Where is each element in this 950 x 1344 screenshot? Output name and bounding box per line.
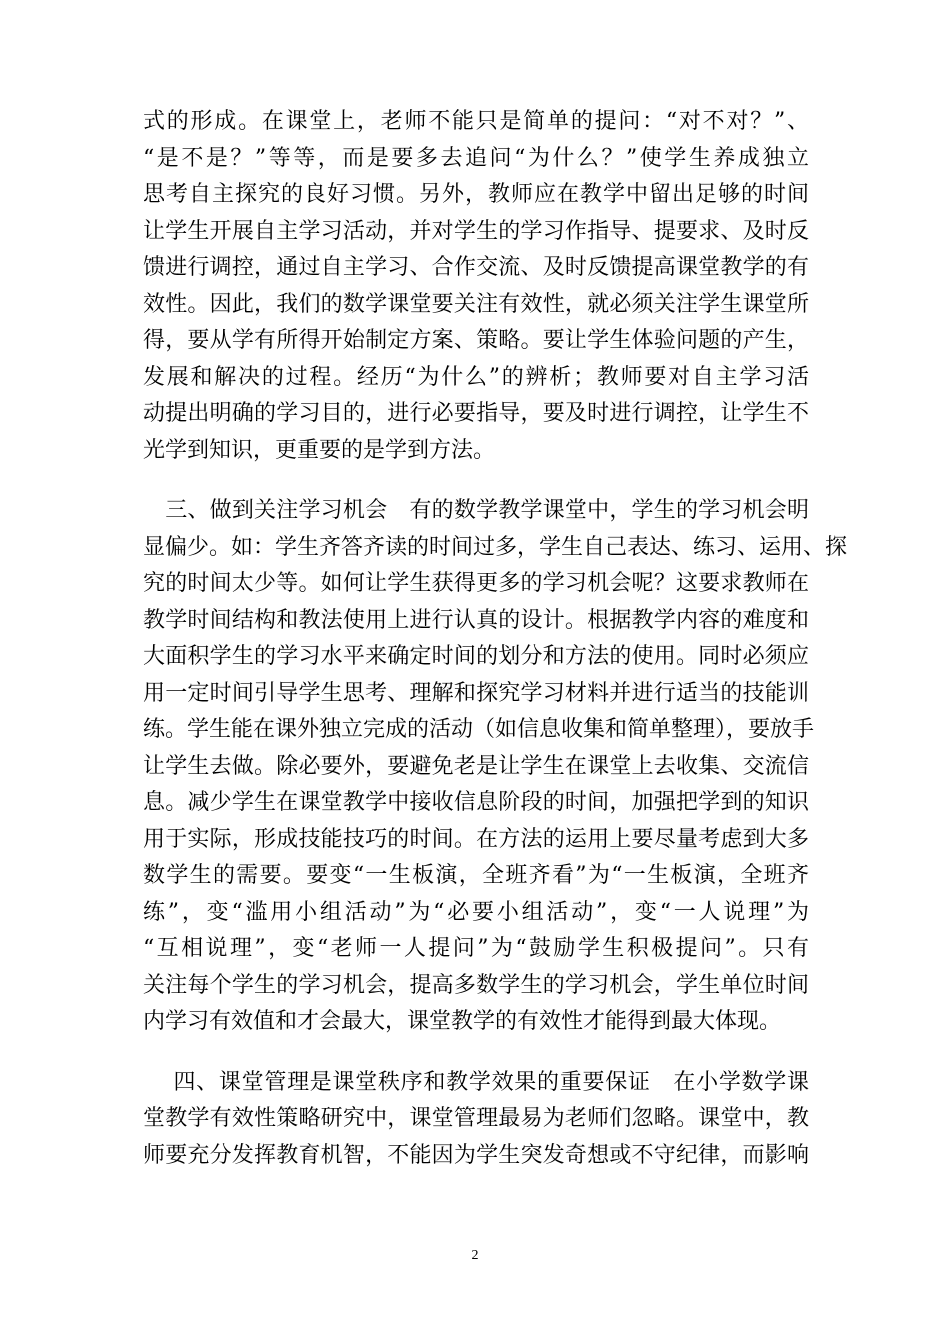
text-line: 馈进行调控，通过自主学习、合作交流、及时反馈提高课堂教学的有 xyxy=(143,255,809,280)
text-line: 发展和解决的过程。经历“为什么”的辨析；教师要对自主学习活 xyxy=(143,364,809,390)
text-line: 思考自主探究的良好习惯。另外，教师应在教学中留出足够的时间 xyxy=(143,182,809,207)
text-line: 让学生开展自主学习活动，并对学生的学习作指导、提要求、及时反 xyxy=(143,218,809,244)
paragraph-spacer xyxy=(143,1041,809,1065)
text-line: 用于实际，形成技能技巧的时间。在方法的运用上要尽量考虑到大多 xyxy=(143,826,809,852)
text-line: 光学到知识，更重要的是学到方法。 xyxy=(143,437,496,463)
text-line: 用一定时间引导学生思考、理解和探究学习材料并进行适当的技能训 xyxy=(143,680,809,706)
text-line: 关注每个学生的学习机会，提高多数学生的学习机会，学生单位时间 xyxy=(143,972,809,998)
text-line: 究的时间太少等。如何让学生获得更多的学习机会呢？这要求教师在 xyxy=(143,571,809,596)
body-text xyxy=(143,104,848,1174)
paragraph-2 xyxy=(143,493,848,1041)
text-line: 教学时间结构和教法使用上进行认真的设计。根据教学内容的难度和 xyxy=(143,607,809,633)
paragraph-spacer xyxy=(143,469,809,493)
text-line: 堂教学有效性策略研究中，课堂管理最易为老师们忽略。课堂中，教 xyxy=(143,1106,809,1131)
text-line: 得，要从学有所得开始制定方案、策略。要让学生体验问题的产生， xyxy=(143,328,809,353)
text-line: 息。减少学生在课堂教学中接收信息阶段的时间，加强把学到的知识 xyxy=(143,790,809,815)
text-line: 动提出明确的学习目的，进行必要指导，要及时进行调控，让学生不 xyxy=(143,401,809,426)
text-line: 效性。因此，我们的数学课堂要关注有效性，就必须关注学生课堂所 xyxy=(143,291,809,317)
text-line: “是不是？”等等，而是要多去追问“为什么？”使学生养成独立 xyxy=(143,145,809,171)
page-number: 2 xyxy=(471,1248,479,1263)
text-line: 显偏少。如：学生齐答齐读的时间过多，学生自己表达、练习、运用、探 xyxy=(143,534,848,560)
text-line: 让学生去做。除必要外，要避免老是让学生在课堂上去收集、交流信 xyxy=(143,753,809,779)
text-line: 师要充分发挥教育机智，不能因为学生突发奇想或不守纪律，而影响 xyxy=(143,1142,809,1168)
text-line: 大面积学生的学习水平来确定时间的划分和方法的使用。同时必须应 xyxy=(143,644,809,669)
paragraph-1 xyxy=(143,104,809,469)
text-line: 练”，变“滥用小组活动”为“必要小组活动”，变“一人说理”为 xyxy=(143,899,809,925)
text-line: 式的形成。在课堂上，老师不能只是简单的提问：“对不对？”、 xyxy=(143,109,809,134)
text-line: “互相说理”，变“老师一人提问”为“鼓励学生积极提问”。只有 xyxy=(143,936,809,961)
text-line: 四、课堂管理是课堂秩序和教学效果的重要保证 在小学数学课 xyxy=(143,1069,809,1095)
text-line: 内学习有效值和才会最大，课堂教学的有效性才能得到最大体现。 xyxy=(143,1009,782,1034)
text-line: 数学生的需要。要变“一生板演，全班齐看”为“一生板演，全班齐 xyxy=(143,863,809,888)
text-line: 练。学生能在课外独立完成的活动（如信息收集和简单整理），要放手 xyxy=(143,717,815,742)
text-line: 三、做到关注学习机会 有的数学教学课堂中，学生的学习机会明 xyxy=(143,498,809,523)
paragraph-3 xyxy=(143,1065,809,1175)
